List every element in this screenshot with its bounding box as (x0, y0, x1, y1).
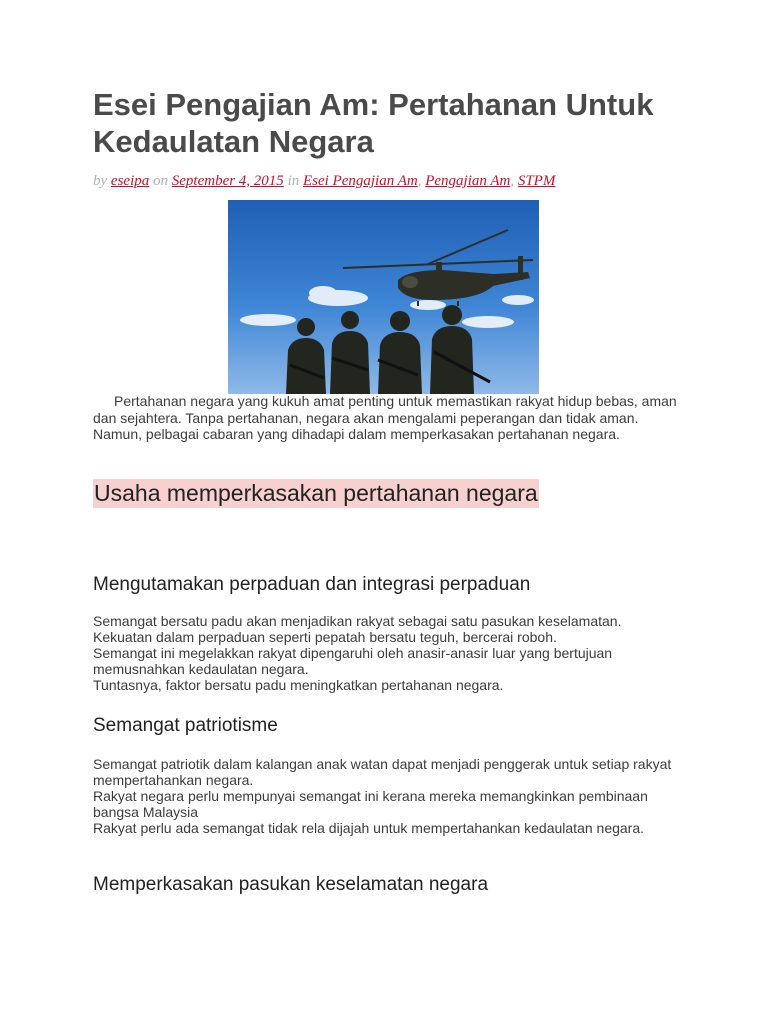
author-link[interactable]: eseipa (110, 173, 150, 189)
category-link-pengajian-am[interactable]: Pengajian Am (425, 173, 511, 189)
body-line: Rakyat perlu ada semangat tidak rela dijajah untuk mempertahankan kedaulatan negara. (93, 820, 645, 836)
meta-on: on (153, 173, 168, 189)
body-line: Rakyat negara perlu mempunyai semangat ini kerana mereka memangkinkan pembinaan bangsa Malaysia (93, 788, 648, 820)
soldiers-helicopter-photo (228, 200, 539, 394)
body-line: Semangat bersatu padu akan menjadikan rakyat sebagai satu pasukan keselamatan. (93, 613, 622, 629)
body-line: Tuntasnya, faktor bersatu padu meningkatkan pertahanan negara. (93, 677, 504, 693)
meta-by: by (93, 173, 108, 189)
category-link-esei-pengajian-am[interactable]: Esei Pengajian Am (302, 173, 418, 189)
subsection-heading-pasukan-keselamatan: Memperkasakan pasukan keselamatan negara (93, 874, 489, 895)
category-link-stpm[interactable]: STPM (517, 173, 556, 189)
subsection-body-patriotisme (93, 756, 678, 836)
date-link[interactable]: September 4, 2015 (171, 173, 284, 189)
subsection-heading-perpaduan: Mengutamakan perpaduan dan integrasi perpaduan (93, 574, 531, 595)
meta-separator: , (417, 173, 422, 189)
subsection-body-perpaduan (93, 613, 678, 693)
body-line: Kekuatan dalam perpaduan seperti pepatah bersatu teguh, bercerai roboh. (93, 629, 557, 645)
intro-paragraph: Pertahanan negara yang kukuh amat penting untuk memastikan rakyat hidup bebas, aman dan sejahtera. Tanpa pertahanan, negara akan mengalami peperangan dan tidak aman. Namun, pelbagai cabaran yang dihadapi dalam memperkasakan pertahanan negara. (93, 393, 677, 442)
meta-in: in (287, 173, 300, 189)
body-line: Semangat ini megelakkan rakyat dipengaruhi oleh anasir-anasir luar yang bertujuan memusnahkan kedaulatan negara. (93, 645, 613, 677)
section-heading: Usaha memperkasakan pertahanan negara (94, 480, 538, 506)
article-meta (93, 171, 678, 191)
meta-separator: , (510, 173, 515, 189)
body-line: Semangat patriotik dalam kalangan anak watan dapat menjadi penggerak untuk setiap rakyat mempertahankan negara. (93, 756, 672, 788)
subsection-heading-patriotisme: Semangat patriotisme (93, 715, 278, 736)
article-title: Esei Pengajian Am: Pertahanan Untuk Kedaulatan Negara (93, 87, 654, 159)
